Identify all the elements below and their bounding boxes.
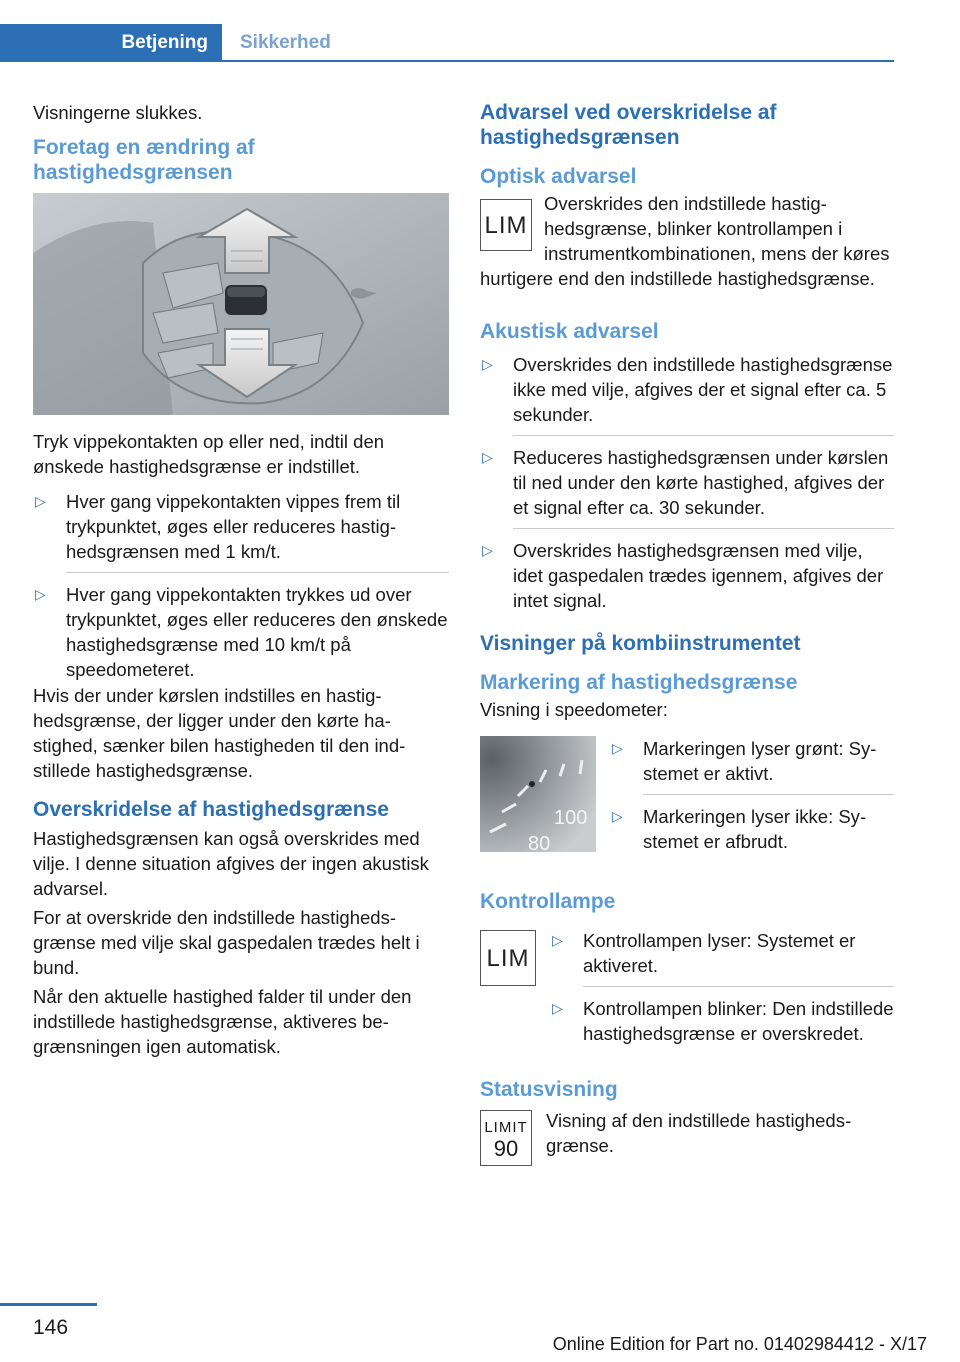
lim-indicator-icon: LIM [480, 199, 532, 251]
heading-marking: Markering af hastighedsgrænse [480, 671, 798, 694]
footer-rule [0, 1303, 97, 1306]
heading-exceed: Overskridelse af hastighedsgrænse [33, 798, 389, 821]
chapter-tabs [0, 24, 894, 62]
tab-divider [222, 60, 894, 62]
list-item: ▷ Markeringen lyser grønt: Systemet er aktivt. [610, 736, 894, 795]
edition-note: Online Edition for Part no. 01402984412 - X/17 [552, 1334, 927, 1354]
status-text: Visning af den indstillede hastighedsgrænse. [546, 1110, 852, 1156]
triangle-bullet-icon: ▷ [612, 808, 623, 824]
limit-marker [529, 781, 535, 787]
adjust-steps-list [33, 489, 449, 682]
heading-status: Statusvisning [480, 1078, 618, 1101]
list-item: ▷ Hver gang vippekontakten vippes frem til trykpunktet, øges eller reduceres hastighedsgrænsen med 1 km/t. [33, 489, 449, 573]
heading-warning: Advarsel ved overskridelse af hastighedsgrænsen [480, 101, 777, 149]
tab-betjening[interactable]: Betjening [0, 24, 222, 62]
list-item: ▷ Hver gang vippekontakten trykkes ud over trykpunktet, øges eller reduceres den ønskede hastighedsgrænse med 10 km/t på speedometeret. [35, 584, 448, 680]
triangle-bullet-icon: ▷ [482, 356, 493, 372]
marking-list [610, 736, 894, 863]
lim-indicator-icon: LIM [480, 930, 536, 986]
limit-status-icon [480, 1110, 532, 1166]
press-instruction: Tryk vippekontakten op eller ned, indtil den ønskede hastighedsgrænse er indstillet. [33, 431, 385, 477]
triangle-bullet-icon: ▷ [482, 449, 493, 465]
lamp-block [480, 928, 894, 1055]
list-item: ▷ Reduceres hastighedsgrænsen under kørslen til ned under den kørte hastighed, afgives der et signal efter ca. 30 sekunder. [480, 445, 894, 529]
status-block [480, 1108, 894, 1168]
heading-display: Visninger på kombiinstrumentet [480, 632, 801, 655]
heading-acoustic: Akustisk advarsel [480, 320, 659, 343]
speedometer-illustration [480, 736, 596, 852]
speedo-label-100: 100 [554, 807, 588, 829]
driving-note: Hvis der under kørslen indstilles en hastighedsgrænse, der ligger under den kørte hastighed, sænker bilen hastigheden til den indstillede hastighedsgrænse. [33, 685, 406, 781]
list-item: ▷ Overskrides hastighedsgrænsen med vilje, idet gaspedalen trædes igennem, afgives der intet signal. [482, 540, 884, 611]
optical-block [480, 191, 894, 301]
speedo-label-80: 80 [528, 833, 551, 852]
limit-value: 90 [493, 1136, 519, 1161]
lamp-list [550, 928, 894, 1055]
right-column [480, 100, 894, 1178]
intro-text: Visningerne slukkes. [33, 102, 203, 123]
rocker-switch-icon [225, 285, 267, 315]
triangle-bullet-icon: ▷ [612, 740, 623, 756]
triangle-bullet-icon: ▷ [35, 586, 46, 602]
exceed-text-3: Når den aktuelle hastighed falder til under den indstillede hastighedsgrænse, aktiveres begrænsningen igen automatisk. [33, 986, 412, 1057]
triangle-bullet-icon: ▷ [552, 1000, 563, 1016]
exceed-text-1: Hastighedsgrænsen kan også overskrides med vilje. I denne situation afgives der ingen akustisk advarsel. [33, 828, 429, 899]
speedo-intro: Visning i speedometer: [480, 699, 668, 720]
heading-lamp: Kontrollampe [480, 890, 616, 913]
tab-sikkerhed[interactable]: Sikkerhed [240, 32, 331, 53]
triangle-bullet-icon: ▷ [482, 542, 493, 558]
triangle-bullet-icon: ▷ [552, 932, 563, 948]
list-item: ▷ Kontrollampen blinker: Den indstillede hastighedsgrænse er overskredet. [552, 998, 894, 1044]
steering-wheel-illustration [33, 193, 449, 415]
exceed-text-2: For at overskride den indstillede hastighedsgrænse med vilje skal gaspedalen trædes helt i bund. [33, 907, 420, 978]
acoustic-list [480, 352, 894, 613]
list-item: ▷ Overskrides den indstillede hastighedsgrænse ikke med vilje, afgives der et signal efter ca. 5 sekunder. [480, 352, 894, 436]
optical-text: Overskrides den indstillede hastighedsgrænse, blinker kontrollampen i instrumentkombinationen, mens der køres hurtigere end den indstillede hastighedsgrænse. [480, 193, 890, 289]
limit-label: LIMIT [484, 1119, 528, 1136]
heading-change-limit: Foretag en ændring af hastighedsgrænsen [33, 136, 255, 184]
page-number: 146 [33, 1316, 69, 1339]
left-column [33, 100, 449, 1069]
heading-optical: Optisk advarsel [480, 165, 637, 188]
triangle-bullet-icon: ▷ [35, 493, 46, 509]
marking-block [480, 736, 894, 863]
list-item: ▷ Markeringen lyser ikke: Systemet er afbrudt. [612, 806, 867, 852]
list-item: ▷ Kontrollampen lyser: Systemet er aktiveret. [550, 928, 894, 987]
